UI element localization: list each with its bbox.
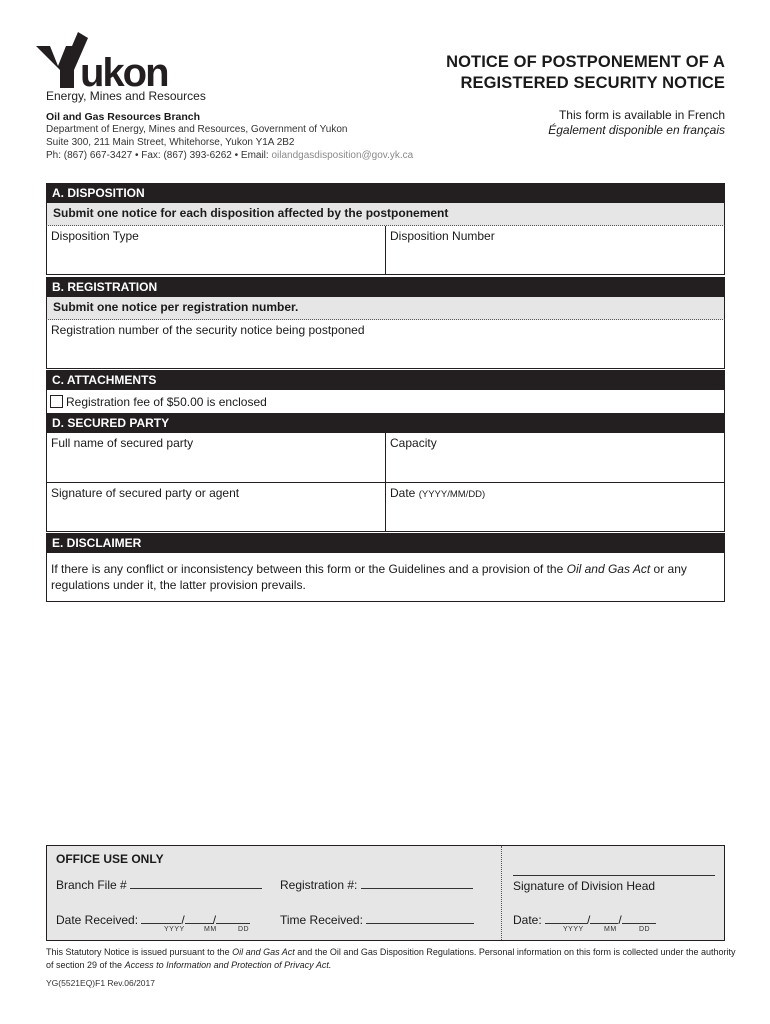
section-e-heading: E. DISCLAIMER [46,533,725,553]
branch-file-line [130,877,262,889]
secured-party-row-2 [46,483,725,532]
office-date-yyyy-line [545,912,587,924]
time-received-field[interactable] [280,912,474,927]
form-title-line1: NOTICE OF POSTPONEMENT OF A [446,53,725,71]
registration-row [46,320,725,369]
notice-act-1: Oil and Gas Act [232,947,295,957]
disposition-type-field[interactable] [47,226,385,274]
fee-enclosed-label: Registration fee of $50.00 is enclosed [66,394,267,409]
disposition-row [46,226,725,275]
registration-number-label: Registration number of the security notice being postponed [51,323,365,337]
disclaimer-text [46,553,725,602]
form-code: YG(5521EQ)F1 Rev.06/2017 [46,978,155,988]
section-a-heading: A. DISPOSITION [46,183,725,203]
date-received-field[interactable] [56,912,250,927]
date-format-hint: (YYYY/MM/DD) [418,489,486,500]
statutory-notice [46,946,736,972]
signature-label: Signature of secured party or agent [51,486,240,500]
office-date-slash-1: / [587,913,591,927]
office-divider [501,846,502,940]
date-received-slash-1: / [181,913,185,927]
signature-field[interactable] [47,483,385,531]
registration-file-line [361,877,473,889]
office-date-label: Date: [513,913,542,927]
capacity-label: Capacity [390,436,437,450]
signature-line [513,875,715,876]
disposition-number-field[interactable] [385,226,724,274]
office-use-title: OFFICE USE ONLY [56,852,164,866]
registration-number-field[interactable] [47,320,724,368]
branch-name: Oil and Gas Resources Branch [46,111,201,123]
date-received-dd-line [216,912,250,924]
fee-enclosed-checkbox[interactable] [50,395,63,408]
yukon-logo [34,30,174,92]
branch-file-field[interactable] [56,877,262,892]
form-title [446,52,725,94]
section-d-heading: D. SECURED PARTY [46,413,725,433]
contact-phone-fax: Ph: (867) 667-3427 • Fax: (867) 393-6262 • Email: [46,150,272,161]
form-title-line2: REGISTERED SECURITY NOTICE [460,74,725,92]
date-received-yyyy-line [141,912,181,924]
contact-info [46,150,413,161]
registration-file-label: Registration #: [280,878,358,892]
office-date-dd-line [622,912,656,924]
office-date-dd-hint: DD [639,926,651,933]
office-use-box [46,845,725,941]
svg-text:ukon: ukon [80,51,168,92]
disclaimer-act-name: Oil and Gas Act [566,562,651,576]
section-b-instruction: Submit one notice per registration number. [46,297,725,320]
notice-part1: This Statutory Notice is issued pursuant to the [46,947,233,957]
address-line-2: Suite 300, 211 Main Street, Whitehorse, Yukon Y1A 2B2 [46,137,295,148]
date-received-mm-hint: MM [204,926,217,933]
office-date-yyyy-hint: YYYY [563,926,584,933]
date-received-label: Date Received: [56,913,139,927]
secured-party-name-field[interactable] [47,433,385,482]
date-field[interactable] [385,483,724,531]
date-received-mm-line [185,912,213,924]
address-line-1: Department of Energy, Mines and Resources, Government of Yukon [46,124,348,135]
secured-party-row-1 [46,433,725,483]
time-received-label: Time Received: [280,913,363,927]
branch-file-label: Branch File # [56,878,127,892]
attachment-fee-row [46,390,725,413]
notice-part2: and the Oil and Gas Disposition Regulations. Personal information on this form is collected under the authority of section 29 of the [46,947,736,970]
date-received-dd-hint: DD [238,926,250,933]
division-head-signature[interactable]: Signature of Division Head [513,879,656,893]
office-date-field[interactable] [513,912,656,927]
french-availability: This form is available in French [558,108,725,122]
date-received-slash-2: / [212,913,217,927]
office-date-slash-2: / [618,913,622,927]
disposition-number-label: Disposition Number [390,229,495,243]
form-body [46,183,725,602]
section-a-instruction: Submit one notice for each disposition affected by the postponement [46,203,725,226]
email-link[interactable]: oilandgasdisposition@gov.yk.ca [271,150,414,161]
disclaimer-part2: or any regulations under it, the latter provision prevails. [51,562,687,592]
capacity-field[interactable] [385,433,724,482]
french-availability-fr: Également disponible en français [548,123,725,137]
disposition-type-label: Disposition Type [51,229,139,243]
registration-file-field[interactable] [280,877,473,892]
department-name: Energy, Mines and Resources [46,89,206,103]
notice-act-2: Access to Information and Protection of Privacy Act. [124,960,332,970]
disclaimer-part1: If there is any conflict or inconsistency between this form or the Guidelines and a provision of the [51,562,567,576]
section-b-heading: B. REGISTRATION [46,277,725,297]
date-received-yyyy-hint: YYYY [164,926,185,933]
office-date-mm-line [590,912,618,924]
office-date-mm-hint: MM [604,926,617,933]
section-c-heading: C. ATTACHMENTS [46,370,725,390]
time-received-line [366,912,474,924]
date-label: Date [390,486,416,500]
secured-party-name-label: Full name of secured party [51,436,194,450]
